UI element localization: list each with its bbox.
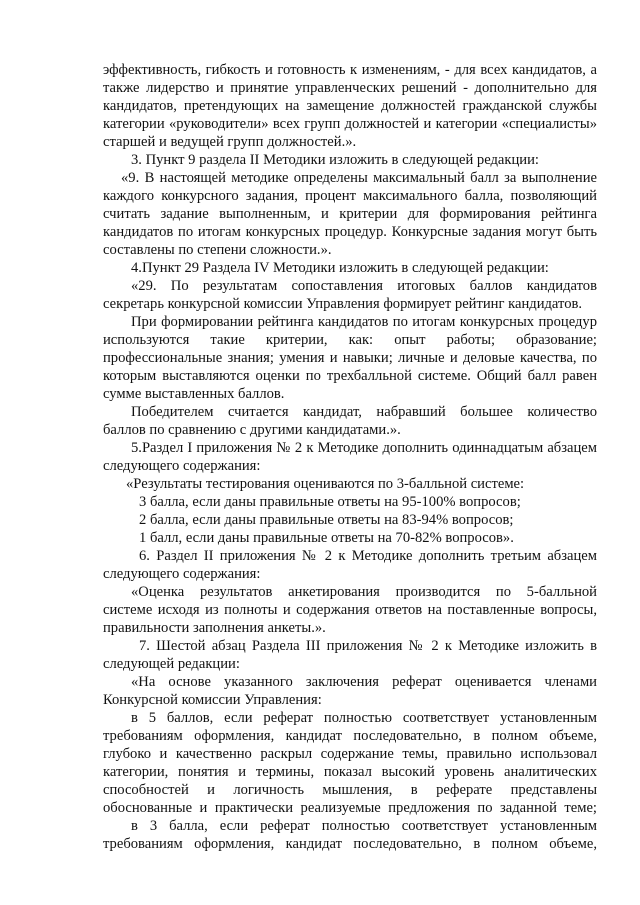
text-line: обоснованные и практически реализуемые предложения по заданной теме; <box>103 800 597 816</box>
text-line: правильности заполнения анкеты.». <box>103 620 326 636</box>
section-heading: 4.Пункт 29 Раздела IV Методики изложить в следующей редакции: <box>131 260 549 276</box>
text-line: считать задание выполненным, и критерии для формирования рейтинга <box>103 206 597 222</box>
text-line: в 3 балла, если реферат полностью соответствует установленным <box>131 818 597 834</box>
text-line: категории, понятия и термины, показал высокий уровень аналитических <box>103 764 597 780</box>
text-line: следующего содержания: <box>103 566 261 582</box>
text-line: Конкурсной комиссии Управления: <box>103 692 322 708</box>
text-line: в 5 баллов, если реферат полностью соответствует установленным <box>131 710 597 726</box>
text-line: категории «руководители» всех групп должностей и категории «специалисты» <box>103 116 597 132</box>
text-line: кандидатов по итогам конкурсных процедур. Конкурсные задания могут быть <box>103 224 597 240</box>
text-line: «Результаты тестирования оцениваются по 3-балльной системе: <box>126 476 525 492</box>
text-line: «29. По результатам сопоставления итоговых баллов кандидатов <box>131 278 597 294</box>
text-line: следующей редакции: <box>103 656 240 672</box>
text-line: каждого конкурсного задания, процент максимального балла, позволяющий <box>103 188 597 204</box>
section-heading: 3. Пункт 9 раздела II Методики изложить в следующей редакции: <box>131 152 539 168</box>
text-line: эффективность, гибкость и готовность к изменениям, - для всех кандидатов, а <box>103 62 597 78</box>
text-line: кандидатов, претендующих на замещение должностей гражданской службы <box>103 98 597 114</box>
text-line: способностей и логичность мышления, в реферате представлены <box>103 782 597 798</box>
text-line: сумме выставленных баллов. <box>103 386 285 402</box>
text-line: При формировании рейтинга кандидатов по итогам конкурсных процедур <box>131 314 597 330</box>
text-line: «Оценка результатов анкетирования производится по 5-балльной <box>131 584 597 600</box>
text-line: системе исходя из полноты и содержания ответов на поставленные вопросы, <box>103 602 597 618</box>
text-line: требованиям оформления, кандидат последовательно, в полном объеме, <box>103 728 597 744</box>
text-line: которым выставляются оценки по трехбалльной системе. Общий балл равен <box>103 368 597 384</box>
text-line: секретарь конкурсной комиссии Управления формирует рейтинг кандидатов. <box>103 296 583 312</box>
text-line: также лидерство и принятие управленческих решений - дополнительно для <box>103 80 597 96</box>
text-line: составлены по степени сложности.». <box>103 242 332 258</box>
text-line: профессиональные знания; умения и навыки; личные и деловые качества, по <box>103 350 597 366</box>
text-line: «На основе указанного заключения реферат оценивается членами <box>131 674 597 690</box>
text-line: старшей и ведущей групп должностей.». <box>103 134 357 150</box>
text-line: Победителем считается кандидат, набравший большее количество <box>131 404 597 420</box>
text-line: используются такие критерии, как: опыт работы; образование; <box>103 332 597 348</box>
text-line: 3 балла, если даны правильные ответы на 95-100% вопросов; <box>139 494 521 510</box>
text-line: следующего содержания: <box>103 458 261 474</box>
text-line: баллов по сравнению с другими кандидатами.». <box>103 422 401 438</box>
text-line: 2 балла, если даны правильные ответы на 83-94% вопросов; <box>139 512 514 528</box>
text-line: «9. В настоящей методике определены максимальный балл за выполнение <box>121 170 597 186</box>
section-heading: 5.Раздел I приложения № 2 к Методике дополнить одиннадцатым абзацем <box>131 440 597 456</box>
text-line: требованиям оформления, кандидат последовательно, в полном объеме, <box>103 836 597 852</box>
text-line: глубоко и качественно раскрыл содержание темы, правильно использовал <box>103 746 597 762</box>
section-heading: 6. Раздел II приложения № 2 к Методике дополнить третьим абзацем <box>139 548 597 564</box>
text-line: 1 балл, если даны правильные ответы на 70-82% вопросов». <box>139 530 514 546</box>
section-heading: 7. Шестой абзац Раздела III приложения № 2 к Методике изложить в <box>139 638 597 654</box>
